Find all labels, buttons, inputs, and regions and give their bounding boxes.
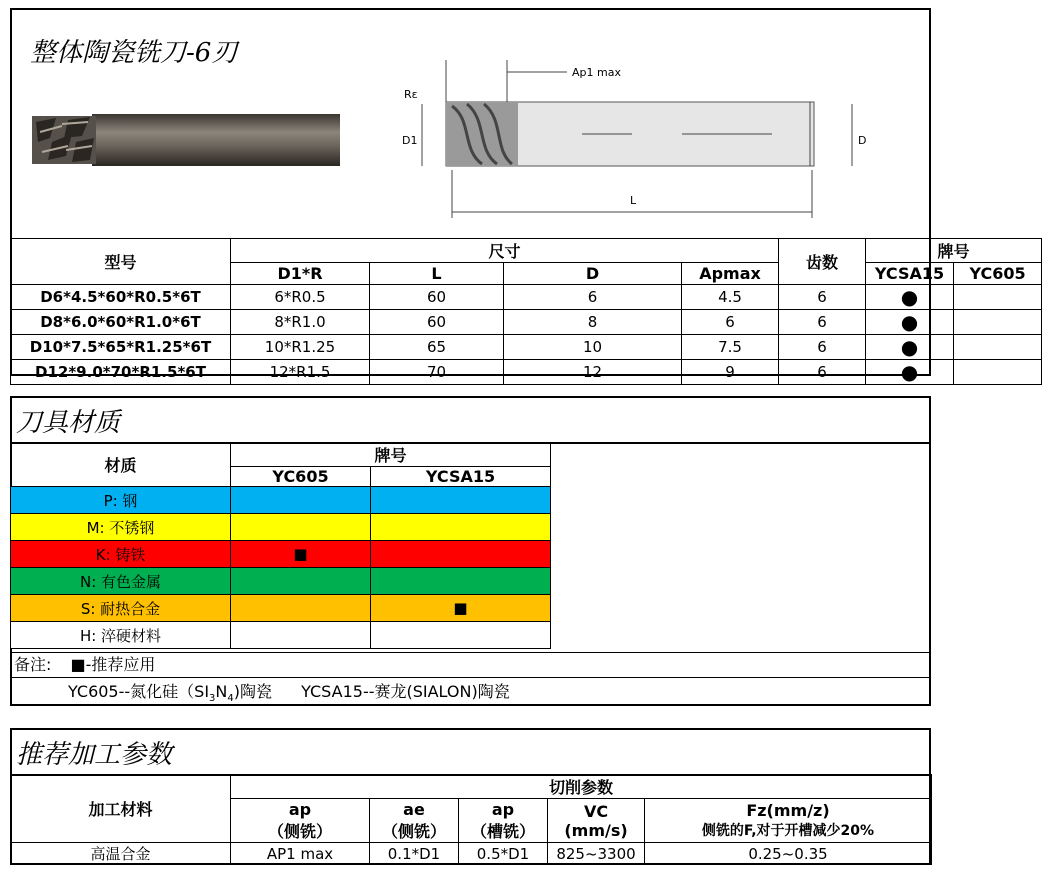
cell-yc605 <box>954 285 1042 310</box>
label-d: D <box>858 134 867 147</box>
header-ycsa15: YCSA15 <box>371 467 551 487</box>
label-ap1: Ap1 max <box>572 66 621 79</box>
material-label: P: 钢 <box>11 487 231 514</box>
cell-d: 8 <box>504 310 682 335</box>
material-label: K: 铸铁 <box>11 541 231 568</box>
material-ycsa15: ■ <box>371 595 551 622</box>
header-ap-side: ap （侧铣） <box>231 799 370 843</box>
cell-l: 60 <box>370 285 504 310</box>
material-ycsa15 <box>371 487 551 514</box>
note-mark: ■ <box>70 655 86 674</box>
header-ap-slot: ap （槽铣） <box>459 799 548 843</box>
material-ycsa15 <box>371 568 551 595</box>
material-row <box>11 568 551 595</box>
material-yc605: ■ <box>231 541 371 568</box>
cell-l: 65 <box>370 335 504 360</box>
material-table <box>10 442 551 649</box>
header-d1r: D1*R <box>231 263 370 285</box>
cell-d: 6 <box>504 285 682 310</box>
cell-ycsa15: ● <box>866 360 954 385</box>
cell-yc605 <box>954 310 1042 335</box>
material-yc605 <box>231 514 371 541</box>
header-apmax: Apmax <box>682 263 779 285</box>
header-model: 型号 <box>11 239 231 285</box>
header-l: L <box>370 263 504 285</box>
params-section <box>10 728 931 865</box>
note-yc605-a: YC605--氮化硅（SI <box>68 682 210 701</box>
material-row <box>11 487 551 514</box>
product-section <box>10 8 1026 384</box>
header-d: D <box>504 263 682 285</box>
header-ae-side: ae （侧铣） <box>370 799 459 843</box>
cell-d1r: 12*R1.5 <box>231 360 370 385</box>
cell-teeth: 6 <box>779 360 866 385</box>
header-ycsa15: YCSA15 <box>866 263 954 285</box>
header-yc605: YC605 <box>231 467 371 487</box>
cell-apmax: 6 <box>682 310 779 335</box>
tool-drawing <box>392 50 872 220</box>
note-ycsa15: YCSA15--赛龙(SIALON)陶瓷 <box>301 682 510 701</box>
header-material: 加工材料 <box>11 775 231 843</box>
header-vc: VC (mm/s) <box>548 799 645 843</box>
note-yc605-sub1: 3 <box>209 693 216 705</box>
material-label: S: 耐热合金 <box>11 595 231 622</box>
material-label: M: 不锈钢 <box>11 514 231 541</box>
cell-d1r: 6*R0.5 <box>231 285 370 310</box>
note-prefix: 备注: <box>14 655 52 674</box>
cell-d: 12 <box>504 360 682 385</box>
tool-photo <box>32 112 342 168</box>
material-yc605 <box>231 595 371 622</box>
cell-apmax: 7.5 <box>682 335 779 360</box>
material-row <box>11 622 551 649</box>
cell-ap-slot: 0.5*D1 <box>459 843 548 865</box>
material-ycsa15 <box>371 514 551 541</box>
material-label: N: 有色金属 <box>11 568 231 595</box>
cell-material: 高温合金 <box>11 843 231 865</box>
cell-vc: 825~3300 <box>548 843 645 865</box>
cell-fz: 0.25~0.35 <box>645 843 932 865</box>
cell-teeth: 6 <box>779 285 866 310</box>
material-title: 刀具材质 <box>16 408 121 438</box>
material-row <box>11 595 551 622</box>
table-row <box>11 285 1042 310</box>
cell-ap-side: AP1 max <box>231 843 370 865</box>
header-yc605: YC605 <box>954 263 1042 285</box>
cell-ycsa15: ● <box>866 335 954 360</box>
cell-model: D8*6.0*60*R1.0*6T <box>11 310 231 335</box>
cell-teeth: 6 <box>779 335 866 360</box>
label-re: Rε <box>404 88 418 101</box>
note-yc605-c: )陶瓷 <box>233 682 273 701</box>
material-ycsa15 <box>371 541 551 568</box>
cell-apmax: 9 <box>682 360 779 385</box>
header-brand: 牌号 <box>866 239 1042 263</box>
note-yc605-sub2: 4 <box>227 693 234 705</box>
note-line-2 <box>12 677 929 705</box>
cell-model: D12*9.0*70*R1.5*6T <box>11 360 231 385</box>
table-row <box>11 843 932 865</box>
material-row <box>11 514 551 541</box>
cell-ycsa15: ● <box>866 310 954 335</box>
material-yc605 <box>231 622 371 649</box>
header-brand: 牌号 <box>231 443 551 467</box>
product-spec-table <box>10 238 1042 385</box>
note-text: -推荐应用 <box>85 655 156 674</box>
material-label: H: 淬硬材料 <box>11 622 231 649</box>
table-row <box>11 360 1042 385</box>
table-row <box>11 335 1042 360</box>
params-title: 推荐加工参数 <box>16 740 173 770</box>
params-table <box>10 774 932 865</box>
label-d1: D1 <box>402 134 418 147</box>
material-ycsa15 <box>371 622 551 649</box>
cell-model: D10*7.5*65*R1.25*6T <box>11 335 231 360</box>
cell-l: 60 <box>370 310 504 335</box>
header-fz: Fz(mm/z) 侧铣的F,对于开槽减少20% <box>645 799 932 843</box>
material-yc605 <box>231 487 371 514</box>
header-teeth: 齿数 <box>779 239 866 285</box>
cell-teeth: 6 <box>779 310 866 335</box>
note-yc605-b: N <box>215 682 228 701</box>
cell-model: D6*4.5*60*R0.5*6T <box>11 285 231 310</box>
cell-d1r: 10*R1.25 <box>231 335 370 360</box>
header-size: 尺寸 <box>231 239 779 263</box>
product-title: 整体陶瓷铣刀-6刃 <box>30 38 238 68</box>
cell-l: 70 <box>370 360 504 385</box>
cell-ae-side: 0.1*D1 <box>370 843 459 865</box>
cell-ycsa15: ● <box>866 285 954 310</box>
material-yc605 <box>231 568 371 595</box>
header-cutting: 切削参数 <box>231 775 932 799</box>
table-row <box>11 310 1042 335</box>
header-material: 材质 <box>11 443 231 487</box>
note-line <box>12 652 929 677</box>
cell-d: 10 <box>504 335 682 360</box>
material-section <box>10 396 931 706</box>
cell-d1r: 8*R1.0 <box>231 310 370 335</box>
label-l: L <box>630 194 637 207</box>
cell-yc605 <box>954 335 1042 360</box>
cell-apmax: 4.5 <box>682 285 779 310</box>
cell-yc605 <box>954 360 1042 385</box>
material-row <box>11 541 551 568</box>
